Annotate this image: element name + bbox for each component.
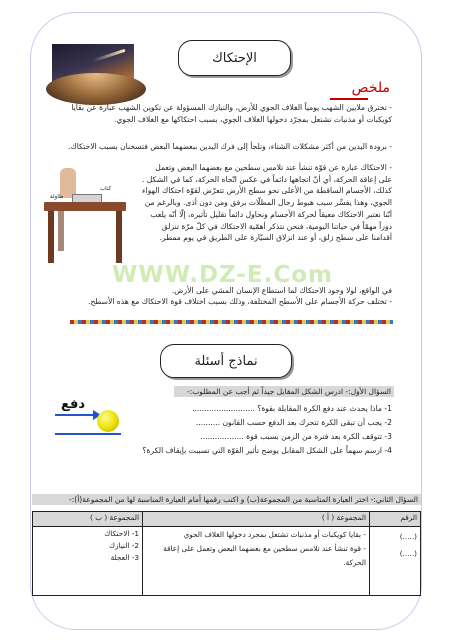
question-1-item: 3- تتوقف الكرة بعد فترة من الزمن بسبب قوة .................. bbox=[200, 432, 392, 441]
table-leg bbox=[116, 211, 122, 263]
group-b-cell bbox=[33, 527, 143, 596]
meteor-streak bbox=[92, 49, 125, 62]
summary-paragraph-1: - تخترق ملايين الشهب يومياً الغلاف الجوي للأرض، والنيازك المسؤولة عن تكوين الشهب عبارة عن بقايا كويكبات أو مذنبات تشتعل بمجرّد دخولها الغلاف الجوي، بسبب احتكاكها مع الغلاف الجوي. bbox=[71, 103, 392, 124]
summary-paragraph-4: في الواقع، لولا وجود الاحتكاك لما استطاع الإنسان المشي على الأرض. bbox=[171, 286, 392, 295]
push-label: دفع bbox=[61, 397, 86, 412]
column-header-group-b: المجموعة ( ب ) bbox=[33, 512, 143, 527]
tennis-ball bbox=[97, 410, 119, 432]
heading-underline bbox=[330, 98, 368, 100]
matching-table bbox=[32, 511, 421, 596]
column-header-number: الرقم bbox=[370, 512, 421, 527]
summary-paragraph-3: - الاحتكاك عبارة عن قوّة تنشأ عند تلامس سطحين مع بعضهما البعض وتعمل على إعاقة الحركة، أي أنّ اتجاهها دائماً في عكس اتّجاه الحركة، كما في الشكل . كذلك، الأجسام الساقطة من الأعلى نحو سطح الأرض تتعرّض لقوّة احتكاك الهواء الجوي، وهذا يفسِّر سبب هبوط رجال المظلّات برفق ومن دون أذى. وبالرغم من أنّنا نعتبر الاحتكاك معيقاً لحركة الأجسام ونحاول دائماً تقليل تأثيره، إلّا أنّه يلعب دوراً مهمّاً في حياتنا اليومية، فنحن نتذكر أهمّية الاحتكاك في كلّ مرّة تنزلق أقدامنا على سطح زلق، أو عند انزلاق السيّارة على الطريق في يوم ممطر. bbox=[141, 163, 392, 243]
question-1-item: 1- ماذا يحدث عند دفع الكرة المقابلة بقوة؟ .......................... bbox=[192, 404, 392, 413]
push-arrow bbox=[55, 414, 95, 416]
table-leg bbox=[48, 211, 54, 263]
group-a-item: - بقايا كويكبات أو مذنبات تشتعل بمجرد دخولها الغلاف الجوي bbox=[183, 530, 366, 539]
column-header-group-a: المجموعة ( أ ) bbox=[143, 512, 370, 527]
question-1-heading: السؤال الأول:- ادرس الشكل المقابل جيداً ثم أجب عن المطلوب:- bbox=[174, 386, 394, 397]
watermark: WWW.DZ-E.Com bbox=[112, 262, 333, 288]
question-1-item: 4- ارسم سهماً على الشكل المقابل يوضح تأثير القوّة التي تسببت بإيقاف الكرة؟ bbox=[142, 446, 392, 455]
group-b-item: 2- النيازك bbox=[108, 541, 139, 550]
book-label: كتاب bbox=[100, 186, 112, 192]
group-b-item: 3- العجلة bbox=[110, 553, 139, 562]
group-b-item: 1- الاحتكاك bbox=[104, 529, 139, 538]
question-1-items bbox=[140, 402, 392, 458]
answer-slot[interactable]: (.....) bbox=[399, 549, 417, 558]
answer-slots[interactable] bbox=[370, 527, 421, 596]
decorative-divider bbox=[70, 320, 393, 324]
table-figure bbox=[36, 168, 136, 276]
question-1-item: 2- يجب أن تبقى الكرة تتحرك بعد الدفع حسب القانون .......... bbox=[195, 418, 392, 427]
page-title: الإحتكاك bbox=[178, 40, 291, 76]
group-a-cell bbox=[143, 527, 370, 596]
summary-heading: ملخص bbox=[351, 80, 390, 96]
table-top bbox=[44, 202, 126, 211]
summary-paragraph-5: - تختلف حركة الأجسام على الأسطح المختلفة، وذلك بسبب اختلاف قوة الاحتكاك مع هذه الأسطح. bbox=[88, 297, 392, 306]
summary-paragraph-2: - برودة اليدين من أكثر مشكلات الشتاء، ونلجأ إلى فرك اليدين ببعضهما البعض فتسخنان بسبب الاحتكاك. bbox=[68, 142, 392, 151]
question-2-heading: السؤال الثاني:- اختر العبارة المناسبة من المجموعة(ب) و اكتب رقمها أمام العبارة المناسبة لها من المجموعة(أ):- bbox=[32, 494, 421, 505]
table-label: طاولة bbox=[50, 194, 64, 200]
planet-horizon bbox=[46, 73, 146, 105]
group-a-item: - قوة تنشأ عند تلامس سطحين مع بعضهما البعض وتعمل على إعاقة الحركة. bbox=[163, 544, 366, 567]
ground-line bbox=[55, 433, 121, 435]
ball-figure bbox=[55, 397, 117, 439]
examples-title: نماذج أسئلة bbox=[160, 344, 292, 378]
table-leg bbox=[58, 211, 64, 251]
meteor-image bbox=[52, 44, 134, 91]
answer-slot[interactable]: (.....) bbox=[399, 532, 417, 541]
